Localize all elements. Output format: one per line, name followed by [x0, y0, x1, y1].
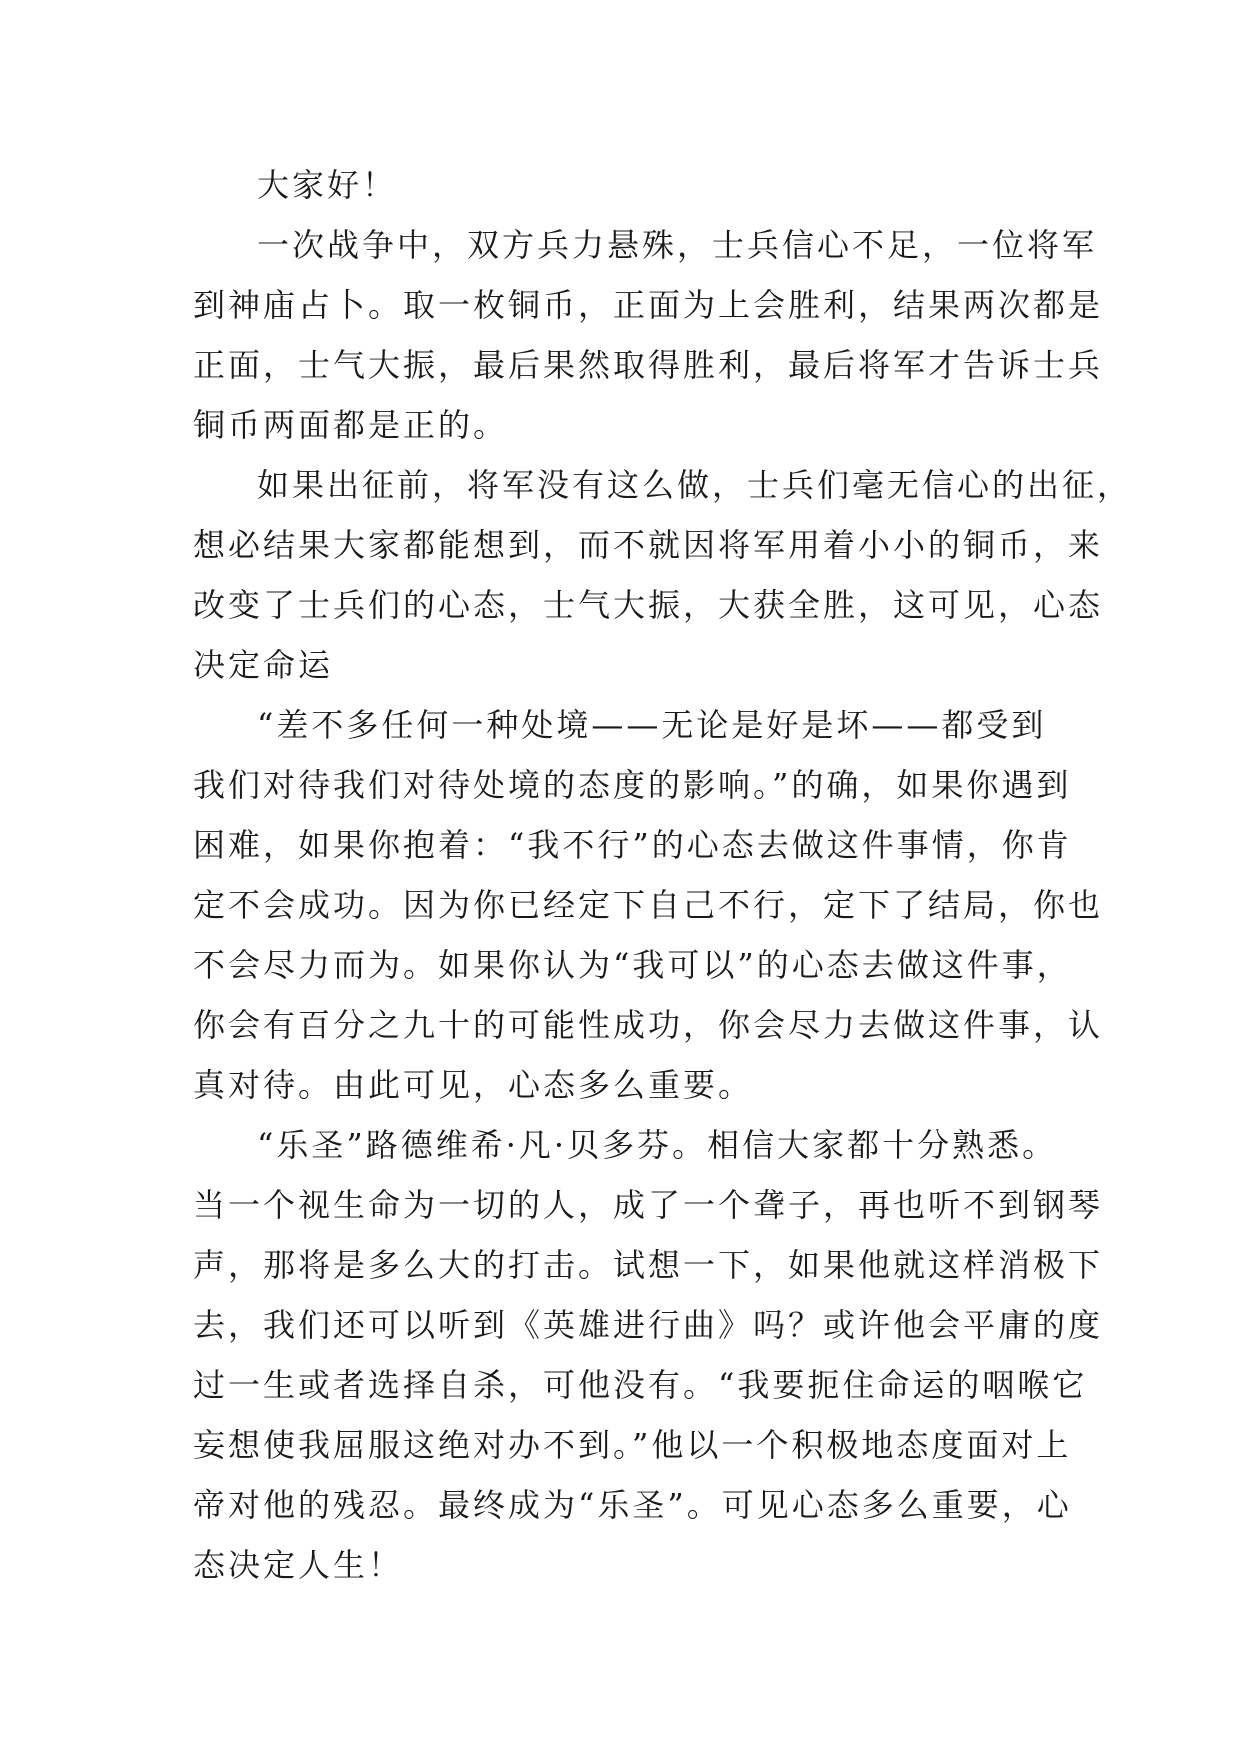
text-line: 声，那将是多么大的打击。试想一下，如果他就这样消极下: [193, 1246, 1104, 1284]
text-line: 妄想使我屈服这绝对办不到。”他以一个积极地态度面对上: [193, 1426, 1072, 1464]
text-line: 如果出征前，将军没有这么做，士兵们毫无信心的出征，: [257, 466, 1133, 504]
text-line: 我们对待我们对待处境的态度的影响。”的确，如果你遇到: [193, 766, 1072, 804]
text-line: 困难，如果你抱着：“我不行”的心态去做这件事情，你肯: [193, 826, 1072, 864]
text-line: 想必结果大家都能想到，而不就因将军用着小小的铜币，来: [193, 526, 1104, 564]
document-body: [193, 155, 1133, 1595]
text-line: 定不会成功。因为你已经定下自己不行，定下了结局，你也: [193, 886, 1104, 924]
text-line: 你会有百分之九十的可能性成功，你会尽力去做这件事，认: [193, 1006, 1104, 1044]
text-line: 一次战争中，双方兵力悬殊，士兵信心不足，一位将军: [257, 226, 1098, 264]
text-line: “差不多任何一种处境——无论是好是坏——都受到: [257, 706, 1047, 744]
text-line: 决定命运: [193, 646, 334, 684]
text-line: “乐圣”路德维希·凡·贝多芬。相信大家都十分熟悉。: [257, 1126, 1058, 1164]
text-line: 态决定人生！: [193, 1546, 404, 1584]
text-line: 铜币两面都是正的。: [193, 406, 509, 444]
text-line: 去，我们还可以听到《英雄进行曲》吗？或许他会平庸的度: [193, 1306, 1104, 1344]
text-line: 当一个视生命为一切的人，成了一个聋子，再也听不到钢琴: [193, 1186, 1104, 1224]
text-line: 到神庙占卜。取一枚铜币，正面为上会胜利，结果两次都是: [193, 286, 1104, 324]
text-line: 不会尽力而为。如果你认为“我可以”的心态去做这件事，: [193, 946, 1072, 984]
text-line: 帝对他的残忍。最终成为“乐圣”。可见心态多么重要，心: [193, 1486, 1072, 1524]
text-line: 正面，士气大振，最后果然取得胜利，最后将军才告诉士兵: [193, 346, 1104, 384]
text-line: 真对待。由此可见，心态多么重要。: [193, 1066, 754, 1104]
text-line: 过一生或者选择自杀，可他没有。“我要扼住命运的咽喉它: [193, 1366, 1088, 1404]
text-line: 大家好！: [257, 166, 398, 204]
text-line: 改变了士兵们的心态，士气大振，大获全胜，这可见，心态: [193, 586, 1104, 624]
